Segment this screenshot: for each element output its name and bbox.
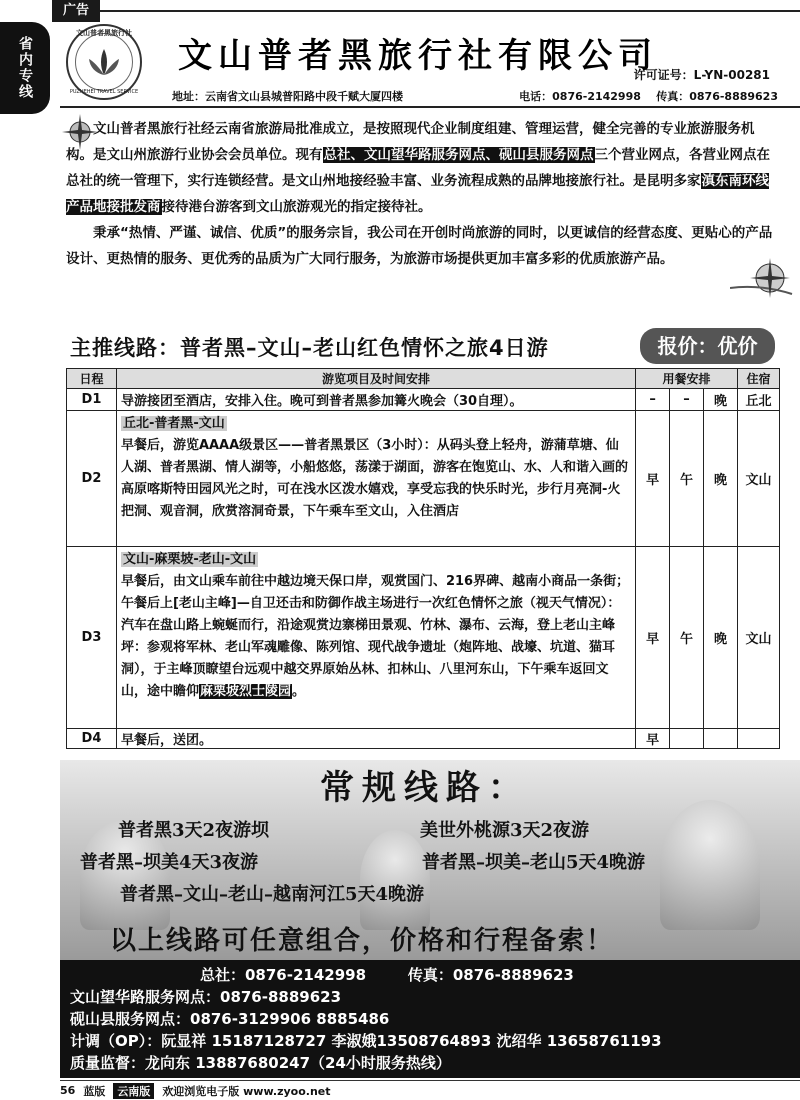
sparkle-ornament-icon [730,248,794,312]
page-number: 56 [60,1084,76,1097]
route-item: 普者黑–坝美–老山5天4晚游 [422,852,646,873]
website-link[interactable]: 欢迎浏览电子版 www.zyoo.net [162,1084,331,1098]
lotus-icon [75,33,133,91]
regular-routes-panel [60,760,800,960]
company-intro [66,116,778,272]
header-items: 游览项目及时间安排 [116,369,635,389]
edition-label: 蓝版 [83,1084,106,1098]
route-item: 普者黑–文山–老山–越南河江5天4晚游 [120,884,425,905]
table-row: D2 丘北-普者黑-文山 早餐后，游览AAAA级景区——普者黑景区（3小时）：从码头登上轻舟，游蒲草塘、仙人湖、普者黑湖、情人湖等，小船悠悠，荡漾于湖面，游客在饱览山、水、人和谐入画的高原喀斯特田园风光之时，可在浅水区泼水嬉戏，享受忘我的快乐时光，步行月亮洞-火把洞、观音洞，欣赏溶洞奇景，下午乘车至文山，入住酒店 早 午 晚 文山 [67,411,780,547]
phone: 电话：0876-2142998 [519,90,641,103]
header-stay: 住宿 [737,369,779,389]
day-route-label: 丘北-普者黑-文山 [122,416,225,431]
lotus-decoration-icon [660,800,760,930]
logo-subtext: PUZHEHEI TRAVEL SERVICE [69,89,139,95]
intro-paragraph-1: 文山普者黑旅行社经云南省旅游局批准成立，是按照现代企业制度组建、管理运营，健全完善的专业旅游服务机构。是文山州旅游行业协会会员单位。现有总社、文山望华路服务网点、砚山县服务网点三个营业网点，各营业网点在总社的统一管理下，实行连锁经营。是文山州地接经验丰富、业务流程成熟的品牌地接旅行社。是昆明多家滇东南环线产品地接批发商接待港台游客到文山旅游观光的指定接待社。 [66,121,770,215]
address: 地址：云南省文山县城普阳路中段千赋大厦四楼 [172,90,403,103]
company-logo [66,24,142,100]
route-item: 普者黑–坝美4天3夜游 [80,852,259,873]
branch-2-phone: 砚山县服务网点：0876-3129906 8885486 [70,1010,390,1028]
routes-summary: 以上线路可任意组合，价格和行程备索！ [110,926,615,956]
header-divider [60,106,800,108]
contact-block [60,960,800,1078]
table-row: D4 早餐后，送团。 早 [67,729,780,749]
license-number: 许可证号：L-YN-00281 [633,68,770,82]
table-header-row [67,369,780,389]
hq-phone: 总社：0876-2142998 [200,966,367,984]
logo-text: 文山普者黑旅行社 [76,29,132,37]
ad-label: 广告 [52,0,100,22]
price-badge: 报价：优价 [640,328,775,364]
highlight-branches: 总社、文山望华路服务网点、砚山县服务网点 [323,147,594,163]
side-category-tab: 省内专线 [0,22,50,114]
page-footer [60,1080,800,1100]
hq-fax: 传真：0876-8889623 [407,966,574,984]
route-item: 普者黑3天2夜游坝 [118,820,270,841]
itinerary-table [66,368,780,749]
header-meals: 用餐安排 [636,369,738,389]
region-label: 云南版 [113,1083,154,1099]
company-name: 文山普者黑旅行社有限公司 [178,36,658,76]
operators-contacts: 计调（OP）：阮显祥 15187128727 李淑娥13508764893 沈绍华 13658761193 [70,1032,662,1050]
highlight-wholesaler: 滇东南环线产品地接批发商 [66,173,769,215]
branch-1-phone: 文山望华路服务网点：0876-8889623 [70,988,342,1006]
main-route-title: 主推线路：普者黑–文山–老山红色情怀之旅4日游 [70,336,549,360]
fax: 传真：0876-8889623 [656,90,778,103]
regular-routes-title: 常规线路： [320,768,530,808]
day-route-label: 文山-麻栗坡-老山-文山 [122,552,257,567]
quality-supervision: 质量监督：龙向东 13887680247（24小时服务热线） [70,1054,451,1072]
top-divider [100,10,800,12]
address-row [172,88,778,104]
table-row: D3 文山-麻栗坡-老山-文山 早餐后，由文山乘车前往中越边境天保口岸，观赏国门、216界碑、越南小商品一条街；午餐后上[老山主峰]—自卫还击和防御作战主场进行一次红色情怀之旅（视天气情况）：汽车在盘山路上蜿蜒而行，沿途观赏边寨梯田景观、竹林、瀑布、云海，登上老山主峰坪：参观将军林、老山军魂雕像、陈列馆、现代战争遗址（炮阵地、战壕、坑道、猫耳洞），于主峰顶瞭望台远观中越交界原始丛林、扣林山、八里河东山，下午乘车返回文山，途中瞻仰麻栗坡烈士陵园。 早 午 晚 文山 [67,547,780,729]
header-day: 日程 [67,369,117,389]
main-route-heading [70,330,549,364]
route-item: 美世外桃源3天2夜游 [420,820,590,841]
table-row: D1 导游接团至酒店，安排入住。晚可到普者黑参加篝火晚会（30自理）。 – – 晚 丘北 [67,389,780,411]
intro-paragraph-2: 秉承“热情、严谨、诚信、优质”的服务宗旨，我公司在开创时尚旅游的同时，以更诚信的经营态度、更贴心的产品设计、更热情的服务、更优秀的品质为广大同行服务，为旅游市场提供更加丰富多彩的优质旅游产品。 [66,225,773,267]
